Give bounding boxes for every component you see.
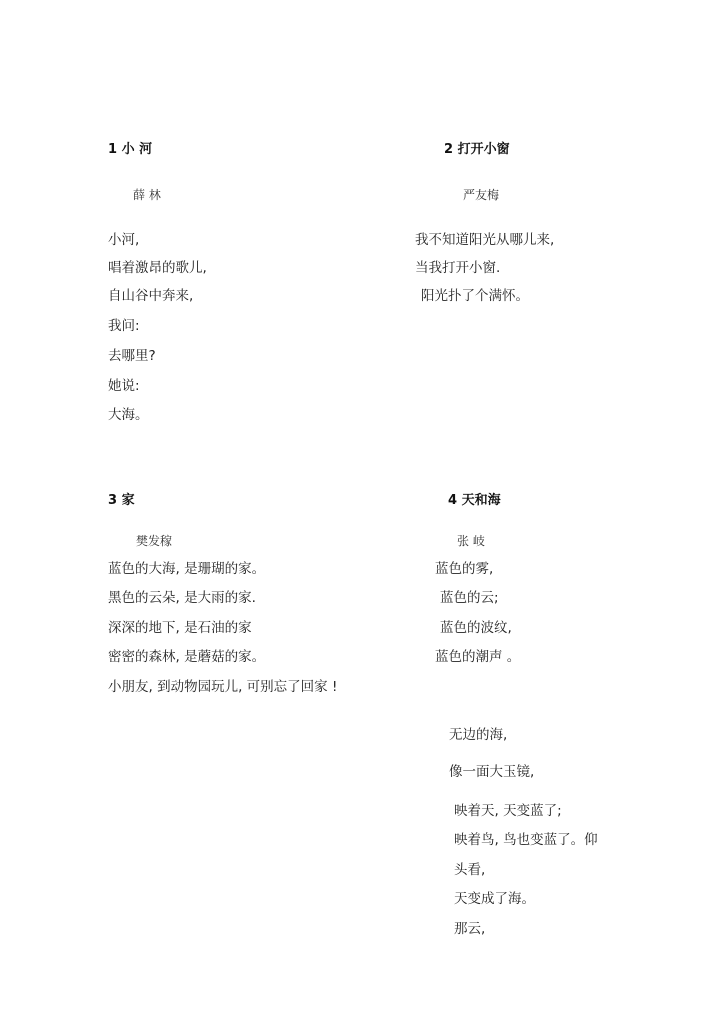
poem-2-line: 阳光扑了个满怀。: [421, 288, 529, 304]
poem-4-line: 那云,: [454, 921, 486, 937]
poem-4-line: 映着鸟, 鸟也变蓝了。仰: [454, 832, 598, 848]
poem-4-line: 蓝色的雾,: [435, 561, 494, 577]
poem-4-line: 映着天, 天变蓝了;: [454, 803, 562, 819]
poem-4-line: 天变成了海。: [454, 891, 535, 907]
poem-1-author: 薛 林: [133, 188, 161, 202]
poem-2-author: 严友梅: [463, 188, 500, 202]
poem-1-line: 自山谷中奔来,: [108, 288, 194, 304]
poem-4-line: 蓝色的潮声 。: [435, 649, 521, 665]
poem-4-title: 4 天和海: [448, 493, 501, 508]
poem-4-line: 头看,: [454, 862, 486, 878]
poem-4-line: 蓝色的云;: [440, 590, 499, 606]
poem-4-line: 像一面大玉镜,: [449, 764, 535, 780]
poem-1-line: 大海。: [108, 407, 149, 423]
poem-3-line: 密密的森林, 是蘑菇的家。: [108, 649, 266, 665]
poem-4-line: 蓝色的波纹,: [440, 620, 512, 636]
poem-3-line: 黑色的云朵, 是大雨的家.: [108, 590, 256, 606]
poem-2-title: 2 打开小窗: [444, 142, 510, 157]
poem-4-line: 无边的海,: [449, 727, 508, 743]
poem-3-author: 樊发稼: [136, 534, 173, 548]
poem-4-author: 张 岐: [457, 534, 485, 548]
poem-3-line: 小朋友, 到动物园玩儿, 可别忘了回家 !: [108, 679, 338, 695]
poem-2-line: 我不知道阳光从哪儿来,: [415, 232, 555, 248]
poem-1-line: 唱着激昂的歌儿,: [108, 260, 207, 276]
poem-1-line: 去哪里?: [108, 348, 156, 364]
poem-1-title: 1 小 河: [108, 142, 153, 157]
poem-1-line: 小河,: [108, 232, 140, 248]
poem-3-line: 深深的地下, 是石油的家: [108, 620, 252, 636]
poem-1-line: 我问:: [108, 318, 140, 334]
poem-3-title: 3 家: [108, 493, 135, 508]
poem-1-line: 她说:: [108, 378, 140, 394]
poem-2-line: 当我打开小窗.: [415, 260, 501, 276]
poem-3-line: 蓝色的大海, 是珊瑚的家。: [108, 561, 266, 577]
